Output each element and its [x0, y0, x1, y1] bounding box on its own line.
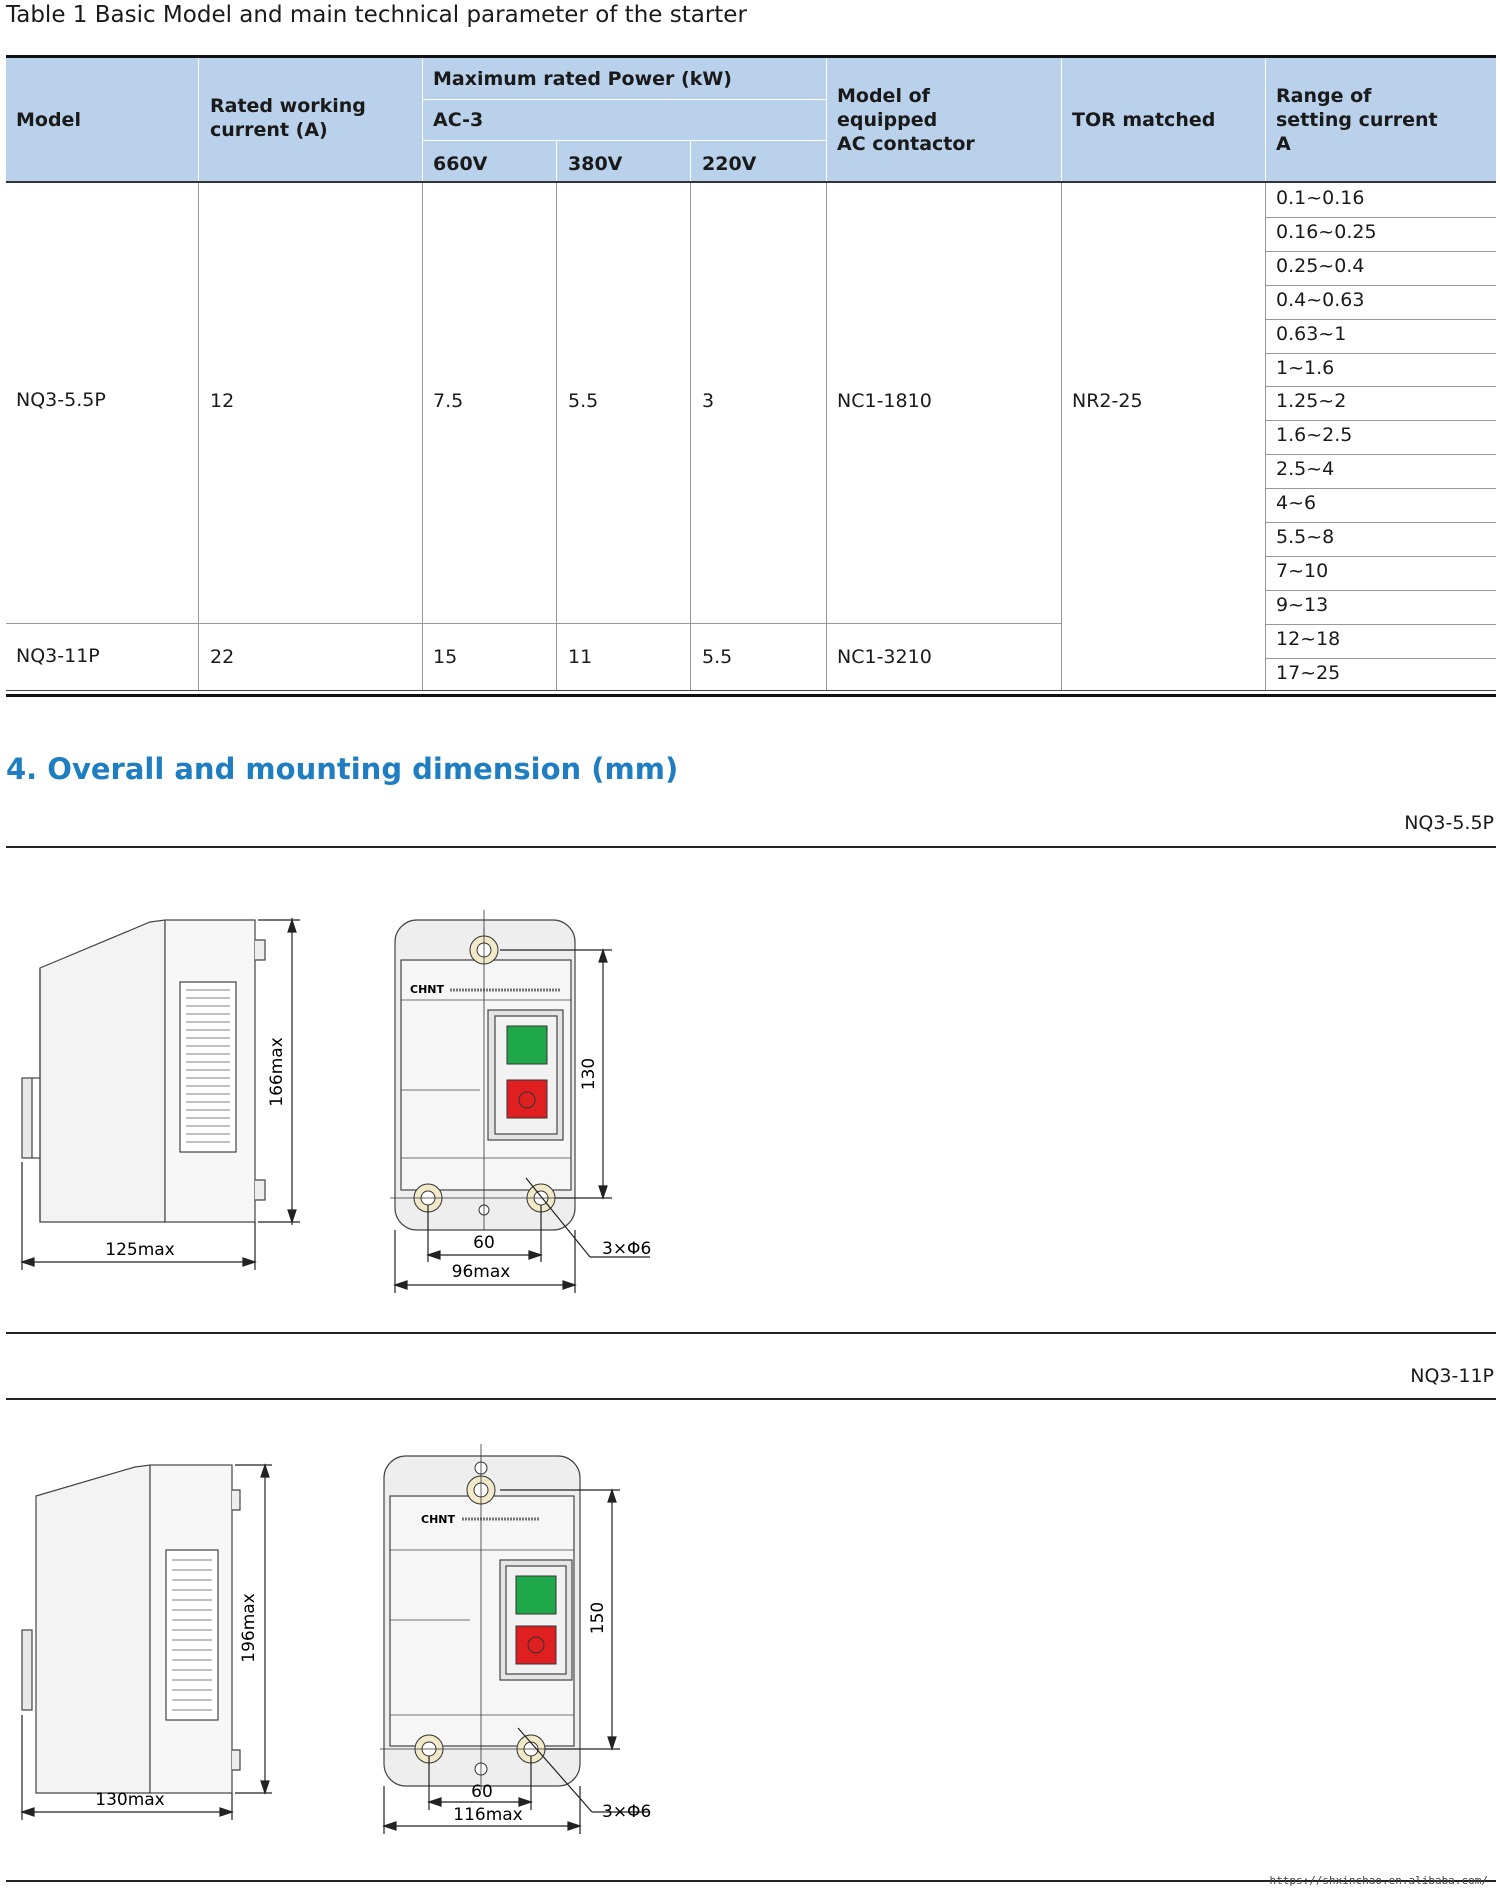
range-separator — [1265, 353, 1496, 354]
section-title: 4. Overall and mounting dimension (mm) — [6, 752, 679, 786]
range-item: 7~10 — [1276, 559, 1329, 582]
range-separator — [1265, 285, 1496, 286]
range-item: 0.4~0.63 — [1276, 288, 1365, 311]
range-item: 0.63~1 — [1276, 322, 1347, 345]
start-button — [516, 1576, 556, 1614]
range-separator — [1265, 488, 1496, 489]
range-separator — [1265, 624, 1496, 625]
brand-logo: CHNT — [410, 983, 444, 996]
cell-current: 12 — [210, 390, 235, 412]
hole-spacing-label: 60 — [471, 1782, 493, 1802]
side-view — [22, 920, 265, 1222]
depth-label: 130max — [95, 1790, 165, 1810]
cell-tor: NR2-25 — [1072, 390, 1143, 412]
range-item: 12~18 — [1276, 627, 1341, 650]
vertical-label: 130 — [579, 1057, 599, 1091]
drawing-model-label: NQ3-5.5P — [1404, 812, 1494, 834]
range-item: 5.5~8 — [1276, 526, 1335, 548]
drawing-rule — [6, 1332, 1496, 1334]
footer-url: https://shxinchao.en.alibaba.com/ — [1269, 1874, 1488, 1887]
range-separator — [1265, 522, 1496, 523]
table-header-rule — [6, 181, 1496, 183]
header-contactor-2: equipped — [837, 109, 938, 131]
depth-label: 125max — [105, 1240, 175, 1260]
cell-220v: 3 — [702, 390, 715, 412]
cell-220v: 5.5 — [702, 646, 733, 668]
vertical-label: 150 — [588, 1601, 608, 1635]
header-rated-current-1: Rated working — [210, 95, 366, 117]
drawing-rule — [6, 1398, 1496, 1400]
drawing-nq3-5-5p — [0, 900, 700, 1300]
range-separator — [1265, 251, 1496, 252]
header-380v: 380V — [568, 153, 623, 175]
range-separator — [1265, 658, 1496, 659]
range-item: 1.6~2.5 — [1276, 424, 1353, 447]
range-separator — [1265, 420, 1496, 421]
header-range-2: setting current — [1276, 109, 1438, 131]
header-model: Model — [16, 109, 81, 131]
range-item: 1~1.6 — [1276, 356, 1335, 379]
header-contactor-3: AC contactor — [837, 133, 975, 155]
header-contactor-1: Model of — [837, 85, 930, 107]
start-button — [507, 1026, 547, 1064]
cell-380v: 11 — [568, 646, 593, 668]
height-label: 166max — [267, 1037, 287, 1107]
cell-model: NQ3-5.5P — [16, 389, 106, 411]
range-separator — [1265, 319, 1496, 320]
cell-660v: 15 — [433, 646, 458, 668]
header-220v: 220V — [702, 153, 757, 175]
table-bottom-rule — [6, 694, 1496, 697]
range-item: 17~25 — [1276, 661, 1341, 684]
cell-380v: 5.5 — [568, 390, 599, 412]
stop-button — [507, 1080, 547, 1118]
range-item: 1.25~2 — [1276, 390, 1347, 413]
height-label: 196max — [239, 1593, 259, 1663]
cell-current: 22 — [210, 646, 235, 668]
hole-spacing-label: 60 — [473, 1233, 495, 1253]
range-separator — [1265, 217, 1496, 218]
header-tor: TOR matched — [1072, 109, 1216, 131]
front-view — [395, 920, 575, 1230]
brand-logo: CHNT — [421, 1513, 455, 1526]
table-caption: Table 1 Basic Model and main technical parameter of the starter — [6, 2, 747, 28]
range-separator — [1265, 556, 1496, 557]
side-view — [22, 1465, 240, 1793]
holes-label: 3×Φ6 — [602, 1239, 652, 1259]
cell-contactor: NC1-1810 — [837, 390, 932, 412]
range-item: 0.1~0.16 — [1276, 187, 1365, 209]
header-ac3: AC-3 — [433, 109, 484, 131]
range-item: 0.16~0.25 — [1276, 220, 1377, 243]
range-separator — [1265, 590, 1496, 591]
drawing-nq3-11p — [0, 1440, 700, 1840]
cell-contactor: NC1-3210 — [837, 646, 932, 668]
header-rated-current-2: current (A) — [210, 119, 328, 141]
stop-button — [516, 1626, 556, 1664]
range-item: 2.5~4 — [1276, 458, 1335, 481]
holes-label: 3×Φ6 — [602, 1802, 652, 1822]
header-max-power: Maximum rated Power (kW) — [433, 68, 732, 90]
cell-model: NQ3-11P — [16, 645, 100, 667]
cell-660v: 7.5 — [433, 390, 464, 412]
range-separator — [1265, 454, 1496, 455]
drawing-rule — [6, 846, 1496, 848]
header-range-3: A — [1276, 133, 1291, 155]
header-range-1: Range of — [1276, 85, 1372, 107]
range-separator — [1265, 386, 1496, 387]
range-item: 9~13 — [1276, 593, 1329, 616]
range-item: 0.25~0.4 — [1276, 254, 1365, 277]
front-view — [384, 1456, 580, 1786]
width-label: 96max — [451, 1262, 511, 1282]
width-label: 116max — [453, 1805, 523, 1825]
header-660v: 660V — [433, 153, 488, 175]
table-top-rule — [6, 55, 1496, 58]
range-item: 4~6 — [1276, 492, 1317, 515]
drawing-model-label: NQ3-11P — [1410, 1365, 1494, 1387]
table-bottom-rule-thin — [6, 690, 1496, 691]
